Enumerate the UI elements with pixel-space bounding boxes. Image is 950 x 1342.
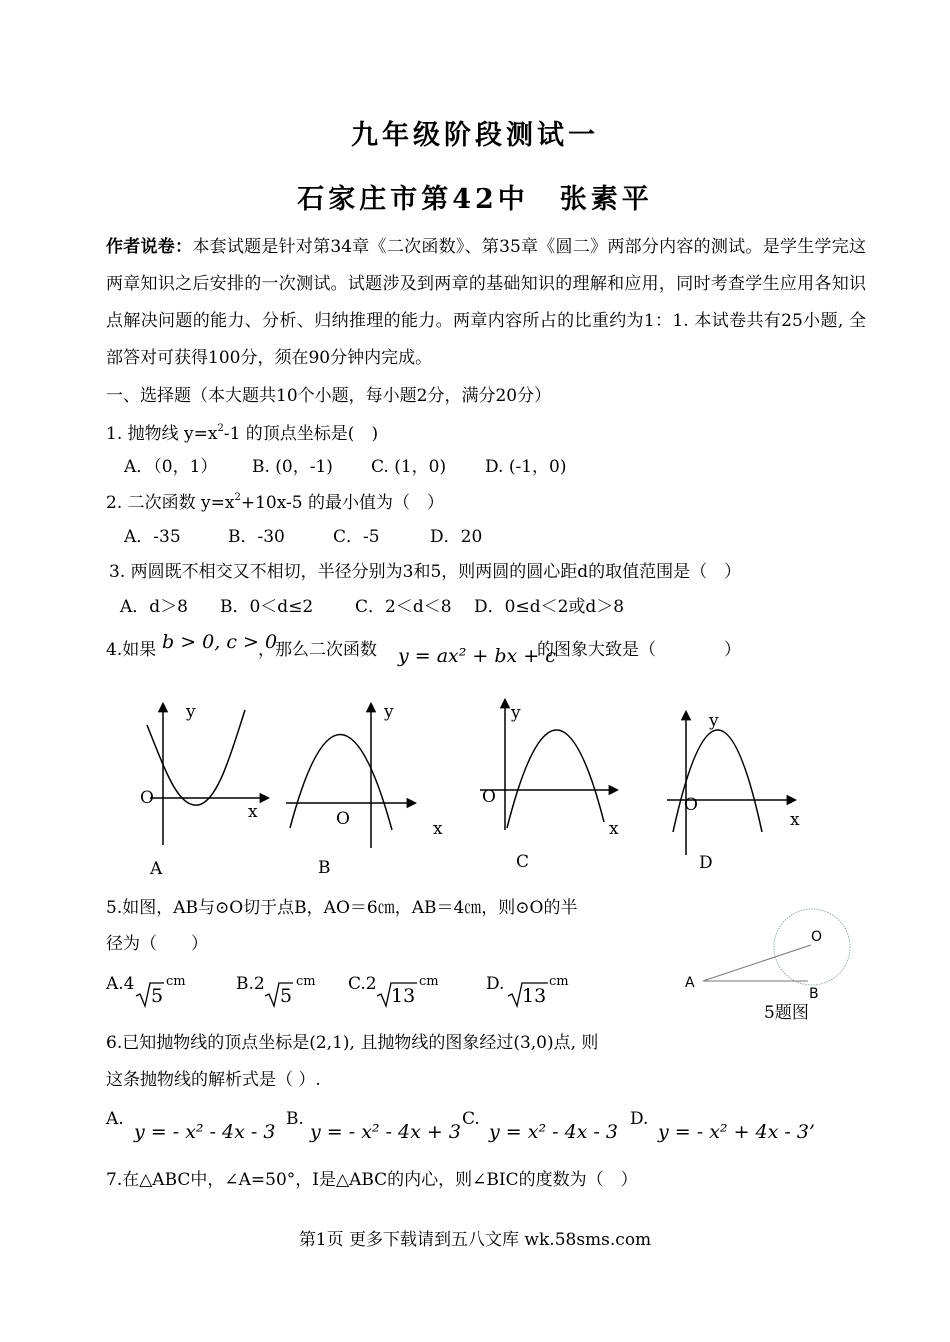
q6-option-b-formula: y = - x² - 4x + 3 — [310, 1121, 461, 1143]
q4-graphs — [0, 690, 950, 890]
question-5-line1: 5.如图，AB与⊙O切于点B，AO＝6㎝，AB＝4㎝，则⊙O的半 — [106, 898, 578, 918]
graph-a-x-label: x — [248, 802, 258, 822]
q6-option-a-label: A. — [106, 1109, 124, 1129]
q5-option-b-label: B.2 — [236, 974, 265, 994]
q6-option-d-formula: y = - x² + 4x - 3’ — [658, 1121, 815, 1143]
q5-option-b-radicand: 5 — [280, 985, 293, 1007]
q1-option-b: B. (0，-1) — [252, 457, 333, 477]
graph-b-y-label: y — [384, 702, 394, 722]
graph-b-x-label: x — [433, 819, 443, 839]
author-note-label: 作者说卷： — [106, 237, 193, 257]
author-note — [106, 229, 866, 377]
graph-c-letter: C — [516, 852, 530, 872]
q6-option-a-formula: y = - x² - 4x - 3 — [134, 1121, 276, 1143]
question-6-line2: 这条抛物线的解析式是（ ）. — [106, 1070, 321, 1090]
q5-option-a-radicand: 5 — [151, 985, 164, 1007]
q1-option-d: D. (-1，0) — [485, 457, 567, 477]
q6-option-d-label: D. — [630, 1109, 649, 1129]
question-5-line2: 径为（ ） — [106, 934, 208, 954]
graph-a-letter: A — [150, 859, 163, 879]
q3-option-b: B．0＜d≤2 — [220, 597, 314, 617]
question-6-line1: 6.已知抛物线的顶点坐标是(2,1), 且抛物线的图象经过(3,0)点, 则 — [106, 1033, 599, 1053]
q5-option-b-unit: cm — [296, 974, 316, 989]
question-1: 1. 抛物线 $y=x^2-1$ 的顶点坐标是( ) — [106, 423, 379, 444]
q2-option-c: C．-5 — [333, 527, 380, 547]
q3-option-d: D．0≤d＜2或d＞8 — [474, 597, 625, 617]
graph-d-y-label: y — [709, 711, 719, 731]
graph-b-letter: B — [318, 858, 331, 878]
question-4-condition: b > 0, c > 0 — [162, 631, 278, 653]
question-7: 7.在△ABC中，∠A=50°，I是△ABC的内心，则∠BIC的度数为（ ） — [106, 1170, 638, 1190]
q5-figure-b: B — [809, 986, 819, 1002]
q5-figure-o: O — [811, 929, 823, 945]
q1-option-a: A．（0，1） — [124, 457, 218, 477]
question-4-suffix: 的图象大致是（ ） — [537, 640, 741, 660]
graph-c-y-label: y — [511, 703, 521, 723]
q5-figure-caption: 5题图 — [764, 1003, 809, 1023]
q6-option-c-formula: y = x² - 4x - 3 — [489, 1121, 618, 1143]
q5-option-c-unit: cm — [419, 974, 439, 989]
q2-option-a: A．-35 — [124, 527, 181, 547]
q5-figure-a: A — [685, 975, 695, 991]
q1-option-c: C. (1，0) — [371, 457, 447, 477]
graph-d-origin: O — [684, 795, 698, 815]
author-line: 石家庄市第42中 张素平 — [297, 184, 653, 215]
question-2: 2. 二次函数 $y=x^2+10x-5$ 的最小值为（ ） — [106, 492, 444, 513]
q2-option-d: D．20 — [430, 527, 483, 547]
author-note-text: 本套试题是针对第34章《二次函数》、第35章《圆二》两部分内容的测试。是学生学完这两章知识之后安排的一次测试。试题涉及到两章的基础知识的理解和应用，同时考查学生应用各知识点解决问题的能力、分析、归纳推理的能力。两章内容所占的比重约为1：1. 本试卷共有25小题, 全部答对可获得100分，须在90分钟内完成。 — [106, 237, 867, 368]
graph-a-origin: O — [140, 788, 154, 808]
q5-option-a-unit: cm — [166, 974, 186, 989]
graph-c-origin: O — [482, 787, 496, 807]
question-4-mid: ，那么二次函数 — [258, 640, 377, 660]
q6-option-c-label: C. — [462, 1109, 480, 1129]
question-3: 3. 两圆既不相交又不相切，半径分别为3和5，则两圆的圆心距d的取值范围是（ ） — [109, 562, 742, 582]
page-footer: 第1页 更多下载请到五八文库 wk.58sms.com — [298, 1230, 652, 1250]
section-heading: 一、选择题（本大题共10个小题，每小题2分，满分20分） — [106, 386, 552, 406]
q5-option-d-radicand: 13 — [522, 985, 547, 1007]
graph-c-x-label: x — [609, 819, 619, 839]
graph-b — [286, 702, 443, 878]
exam-title: 九年级阶段测试一 — [351, 120, 599, 151]
q5-option-a-label: A.4 — [106, 974, 135, 994]
q5-option-d-unit: cm — [549, 974, 569, 989]
q5-option-c-radicand: 13 — [391, 985, 416, 1007]
graph-d — [667, 711, 800, 873]
q6-option-b-label: B. — [286, 1109, 304, 1129]
q5-option-c-label: C.2 — [348, 974, 377, 994]
q5-figure — [680, 900, 880, 1030]
question-4-formula: y = ax² + bx + c — [398, 645, 556, 667]
question-4-prefix: 4.如果 — [106, 640, 157, 660]
q5-option-d-label: D. — [486, 974, 505, 994]
graph-a-y-label: y — [186, 702, 196, 722]
q2-option-b: B．-30 — [228, 527, 285, 547]
q3-option-c: C．2＜d＜8 — [355, 597, 452, 617]
graph-a — [140, 702, 268, 879]
graph-b-origin: O — [336, 809, 350, 829]
graph-d-letter: D — [699, 853, 713, 873]
q3-option-a: A．d＞8 — [120, 597, 188, 617]
graph-c — [480, 700, 619, 872]
graph-d-x-label: x — [790, 810, 800, 830]
